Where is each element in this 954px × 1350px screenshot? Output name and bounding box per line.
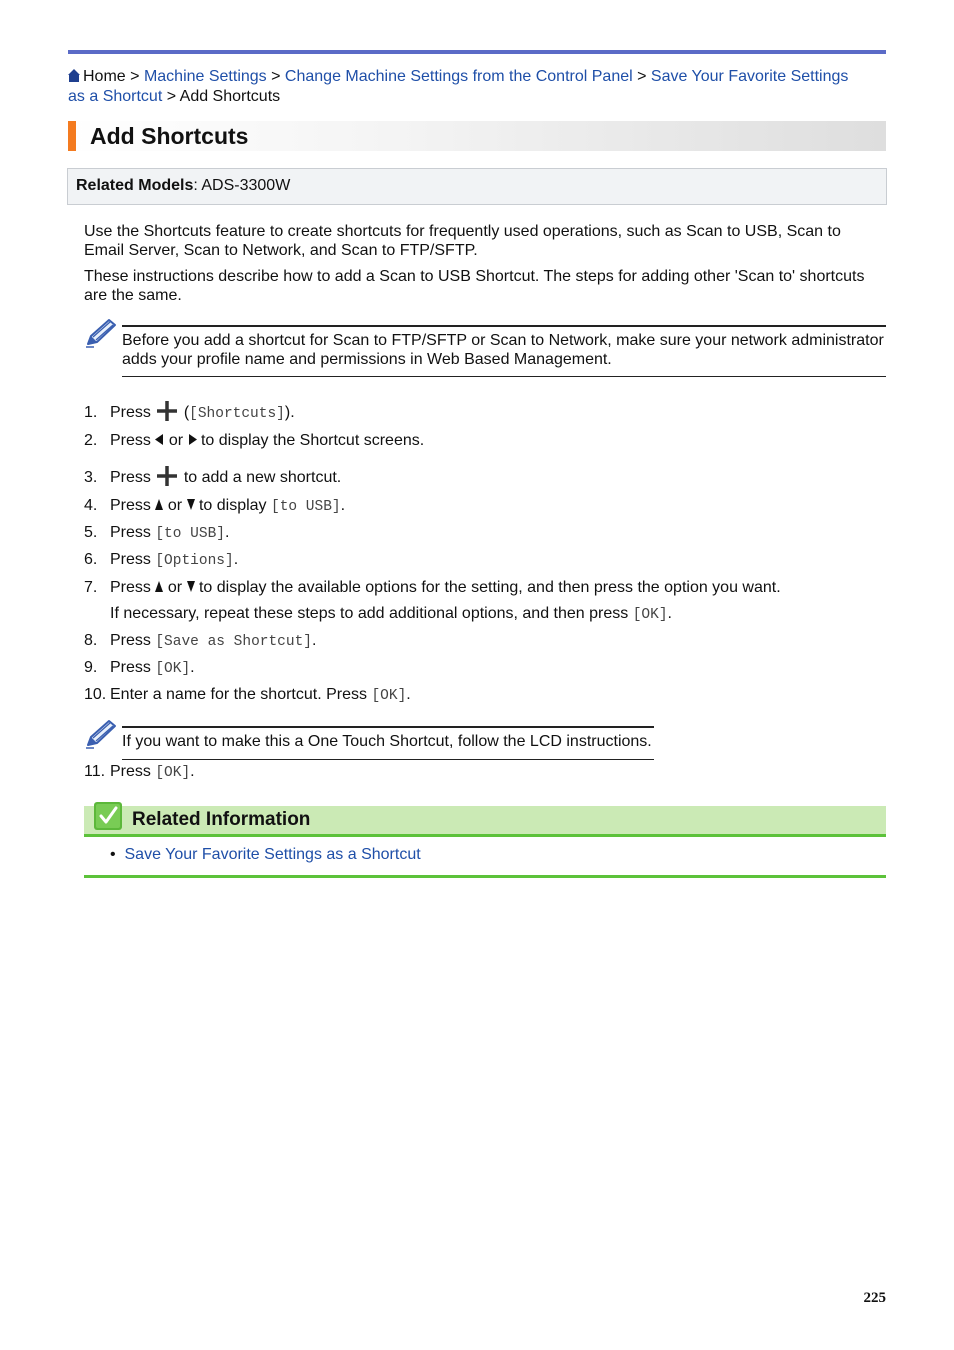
step-text: Press (110, 469, 151, 486)
step-number: 9. (84, 659, 98, 676)
step-number: 3. (84, 469, 98, 486)
step-text: Press (110, 524, 151, 541)
breadcrumb-change-settings[interactable]: Change Machine Settings from the Control Panel (284, 68, 633, 85)
step-number: 8. (84, 632, 98, 649)
home-icon (68, 69, 80, 82)
step-text: Press (110, 551, 151, 568)
lcd-button-label: [Options] (155, 553, 234, 569)
step-4 (84, 496, 345, 517)
breadcrumb-current: Add Shortcuts (179, 88, 281, 105)
lcd-button-label: [Shortcuts] (189, 406, 285, 422)
step-3 (84, 464, 341, 488)
step-10 (84, 685, 411, 706)
note-box (84, 318, 886, 378)
step-text: or (167, 497, 183, 514)
page-number: 225 (863, 1290, 886, 1306)
step-text: Press (110, 763, 151, 780)
step-text: to display the Shortcut screens. (200, 432, 425, 449)
step-text: ). (284, 404, 295, 421)
intro-paragraph: These instructions describe how to add a Scan to USB Shortcut. The steps for adding other 'Scan to' shortcuts are the same. (84, 268, 865, 304)
note-text: If you want to make this a One Touch Shortcut, follow the LCD instructions. (122, 733, 652, 750)
step-text: to display the available options for the setting, and then press the option you want. (198, 579, 781, 596)
step-text: or (168, 432, 184, 449)
step-text: Press (110, 659, 151, 676)
step-8 (84, 631, 316, 652)
pencil-icon (84, 719, 118, 749)
step-text: Press (110, 497, 151, 514)
down-arrow-icon (187, 581, 195, 592)
step-number: 4. (84, 497, 98, 514)
step-number: 5. (84, 524, 98, 541)
step-7-detail (110, 604, 672, 625)
breadcrumb-separator: > (637, 68, 647, 85)
step-text: Press (110, 632, 151, 649)
step-text: . (312, 632, 317, 649)
plus-icon (155, 464, 179, 488)
lcd-button-label: [to USB] (155, 526, 225, 542)
left-arrow-icon (155, 434, 164, 445)
title-accent (68, 121, 76, 151)
step-number: 11. (84, 763, 106, 780)
step-text: . (406, 686, 411, 703)
step-text: Enter a name for the shortcut. Press (110, 686, 368, 703)
down-arrow-icon (187, 499, 195, 510)
lcd-button-label: [Save as Shortcut] (155, 634, 312, 650)
step-text: Press (110, 579, 151, 596)
breadcrumb-separator: > (166, 88, 177, 105)
step-text: to display (198, 497, 267, 514)
step-7 (84, 578, 781, 598)
lcd-button-label: [OK] (155, 765, 191, 781)
related-models-label: Related Models (76, 177, 194, 194)
step-text: or (167, 579, 183, 596)
up-arrow-icon (155, 499, 163, 510)
breadcrumb-save-favorite[interactable]: Save Your Favorite Settings as a Shortcut (68, 68, 849, 105)
step-number: 2. (84, 432, 98, 449)
step-6 (84, 550, 238, 571)
step-text: . (667, 605, 672, 622)
step-text: . (233, 551, 239, 568)
lcd-button-label: [OK] (632, 607, 668, 623)
step-9 (84, 658, 195, 679)
page-title: Add Shortcuts (90, 123, 249, 149)
bullet: • (110, 846, 116, 863)
step-number: 7. (84, 579, 98, 596)
step-number: 10. (84, 686, 107, 703)
note-content (122, 325, 886, 377)
step-1 (84, 399, 295, 424)
step-number: 1. (84, 404, 98, 421)
lcd-button-label: [to USB] (271, 499, 341, 515)
step-text: ( (183, 404, 190, 421)
note-content (122, 726, 654, 760)
related-information-title: Related Information (132, 809, 311, 830)
related-divider (84, 834, 886, 837)
related-models-text (76, 177, 290, 195)
step-5 (84, 523, 229, 544)
checkmark-icon (94, 802, 122, 830)
related-bottom-rule (84, 875, 886, 878)
up-arrow-icon (155, 581, 163, 592)
step-text: to add a new shortcut. (183, 469, 342, 486)
step-text: . (190, 659, 195, 676)
step-11 (84, 762, 195, 783)
breadcrumb-home[interactable]: Home (83, 68, 126, 85)
breadcrumb (68, 67, 868, 107)
step-text: Press (110, 432, 151, 449)
step-text: If necessary, repeat these steps to add additional options, and then press (110, 605, 629, 622)
note-text: Before you add a shortcut for Scan to FTP/SFTP or Scan to Network, make sure your network administrator adds your profile name and permissions in Web Based Management. (122, 332, 884, 368)
related-models-value: : ADS-3300W (193, 177, 291, 194)
right-arrow-icon (188, 434, 197, 445)
breadcrumb-machine-settings[interactable]: Machine Settings (143, 68, 267, 85)
breadcrumb-separator: > (271, 68, 281, 85)
step-text: . (224, 524, 230, 541)
related-models-box (67, 168, 887, 205)
top-rule (68, 50, 886, 54)
page-title-bar (68, 121, 886, 151)
note-box (84, 719, 664, 759)
lcd-button-label: [OK] (371, 688, 407, 704)
step-text: Press (110, 404, 151, 421)
related-list-item (110, 845, 421, 865)
step-2 (84, 431, 424, 451)
related-link-save-favorite[interactable]: Save Your Favorite Settings as a Shortcut (124, 846, 421, 863)
plus-icon (155, 399, 179, 423)
breadcrumb-separator: > (130, 68, 140, 85)
step-text: . (340, 497, 346, 514)
intro-paragraph: Use the Shortcuts feature to create shortcuts for frequently used operations, such as Scan to USB, Scan to Email Server, Scan to Network, and Scan to FTP/SFTP. (84, 223, 841, 259)
pencil-icon (84, 318, 118, 348)
step-number: 6. (84, 551, 98, 568)
lcd-button-label: [OK] (155, 661, 191, 677)
step-text: . (190, 763, 195, 780)
